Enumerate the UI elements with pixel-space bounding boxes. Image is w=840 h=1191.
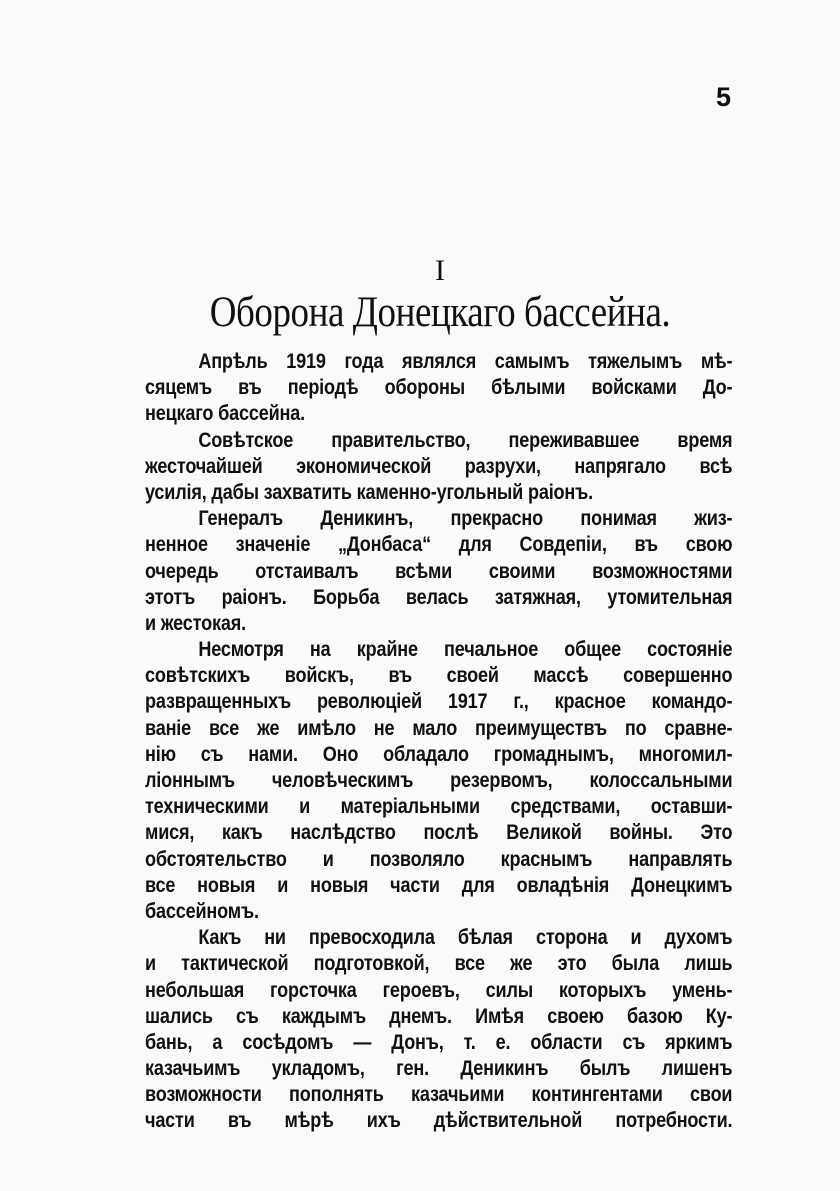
text-line: бань, а сосѣдомъ — Донъ, т. е. области съ яркимъ — [145, 1030, 733, 1054]
body-text — [145, 349, 733, 1135]
text-line: ваніе все же имѣло не мало преимуществъ по сравне- — [145, 716, 733, 740]
text-line: части въ мѣрѣ ихъ дѣйствительной потребности. — [145, 1109, 733, 1133]
text-line: бассейномъ. — [145, 899, 259, 923]
text-line: Совѣтское правительство, переживавшее время — [198, 428, 733, 452]
text-line: нецкаго бассейна. — [145, 402, 305, 426]
text-line: возможности пополнять казачьими контингентами свои — [145, 1083, 733, 1107]
text-line: казачьимъ укладомъ, ген. Деникинъ былъ лишенъ — [145, 1057, 733, 1081]
text-line: Апрѣль 1919 года являлся самымъ тяжелымъ мѣ- — [198, 350, 733, 373]
text-line: нію съ нами. Оно обладало громаднымъ, многомил- — [145, 742, 733, 766]
text-line: шались съ каждымъ днемъ. Имѣя своею базою Ку- — [145, 1004, 733, 1028]
chapter-numeral: I — [435, 254, 445, 287]
text-line: очередь отстаивалъ всѣми своими возможностями — [145, 559, 733, 583]
text-line: все новыя и новыя части для овладѣнія Донецкимъ — [145, 873, 733, 897]
text-line: сяцемъ въ періодѣ обороны бѣлыми войсками До- — [145, 376, 733, 400]
text-line: небольшая горсточка героевъ, силы которыхъ умень- — [145, 978, 733, 1002]
text-line: обстоятельство и позволяло краснымъ направлять — [145, 847, 733, 871]
text-line: жесточайшей экономической разрухи, напрягало всѣ — [145, 454, 733, 478]
text-line: Какъ ни превосходила бѣлая сторона и духомъ — [198, 926, 733, 950]
text-line: Несмотря на крайне печальное общее состояніе — [198, 638, 733, 662]
page-number: 5 — [716, 82, 732, 112]
text-line: мися, какъ наслѣдство послѣ Великой войны. Это — [145, 821, 733, 845]
text-line: совѣтскихъ войскъ, въ своей массѣ совершенно — [145, 664, 733, 688]
text-line: развращенныхъ революціей 1917 г., красное командо- — [145, 690, 733, 714]
text-line: Генералъ Деникинъ, прекрасно понимая жиз- — [198, 507, 733, 531]
text-line: этотъ раіонъ. Борьба велась затяжная, утомительная — [145, 585, 733, 609]
text-line: усилія, дабы захватить каменно-угольный раіонъ. — [145, 480, 593, 504]
text-line: и тактической подготовкой, все же это была лишь — [145, 952, 733, 976]
text-line: и жестокая. — [145, 611, 246, 635]
text-line: техническими и матеріальными средствами, оставши- — [145, 795, 733, 819]
text-line: ненное значеніе „Донбаса“ для Совдепіи, въ свою — [145, 533, 733, 557]
chapter-title: Оборона Донецкаго бассейна. — [209, 289, 671, 336]
text-line: ліоннымъ человѣческимъ резервомъ, колоссальными — [145, 769, 733, 792]
